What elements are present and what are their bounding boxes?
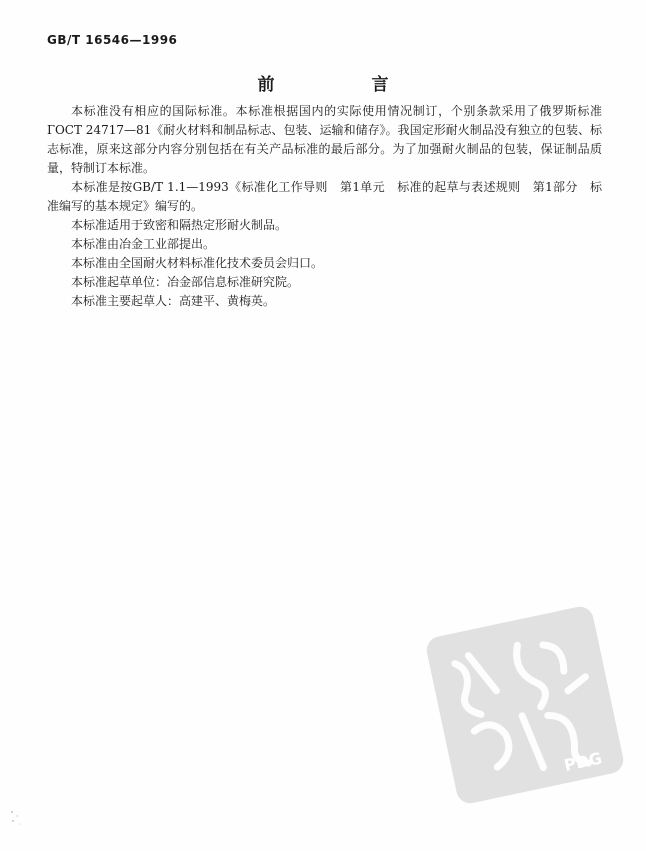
paragraph-6: 本标准起草单位：冶金部信息标准研究院。 bbox=[71, 275, 300, 289]
paragraph-2: 本标准是按GB/T 1.1—1993《标准化工作导则 第1单元 标准的起草与表述规则 第1部分 标准编写的基本规定》编写的。 bbox=[47, 180, 602, 213]
watermark-seal-icon bbox=[420, 600, 630, 810]
watermark-text: PDG bbox=[562, 748, 604, 775]
standard-code: GB/T 16546—1996 bbox=[47, 33, 178, 47]
page-title: 前 言 bbox=[257, 75, 429, 95]
foreword-body bbox=[47, 102, 602, 311]
paragraph-4: 本标准由冶金工业部提出。 bbox=[71, 237, 216, 251]
scan-speck-icon bbox=[8, 808, 28, 828]
paragraph-1: 本标准没有相应的国际标准。本标准根据国内的实际使用情况制订，个别条款采用了俄罗斯标准ГОСТ 24717—81《耐火材料和制品标志、包装、运输和储存》。我国定形耐火制品没有独立的包装、标志标准，原来这部分内容分别包括在有关产品标准的最后部分。为了加强耐火制品的包装，保证制品质量，特制订本标准。 bbox=[47, 104, 602, 175]
paragraph-7: 本标准主要起草人：高建平、黄梅英。 bbox=[71, 294, 276, 308]
paragraph-5: 本标准由全国耐火材料标准化技术委员会归口。 bbox=[71, 256, 324, 270]
paragraph-3: 本标准适用于致密和隔热定形耐火制品。 bbox=[71, 218, 288, 232]
